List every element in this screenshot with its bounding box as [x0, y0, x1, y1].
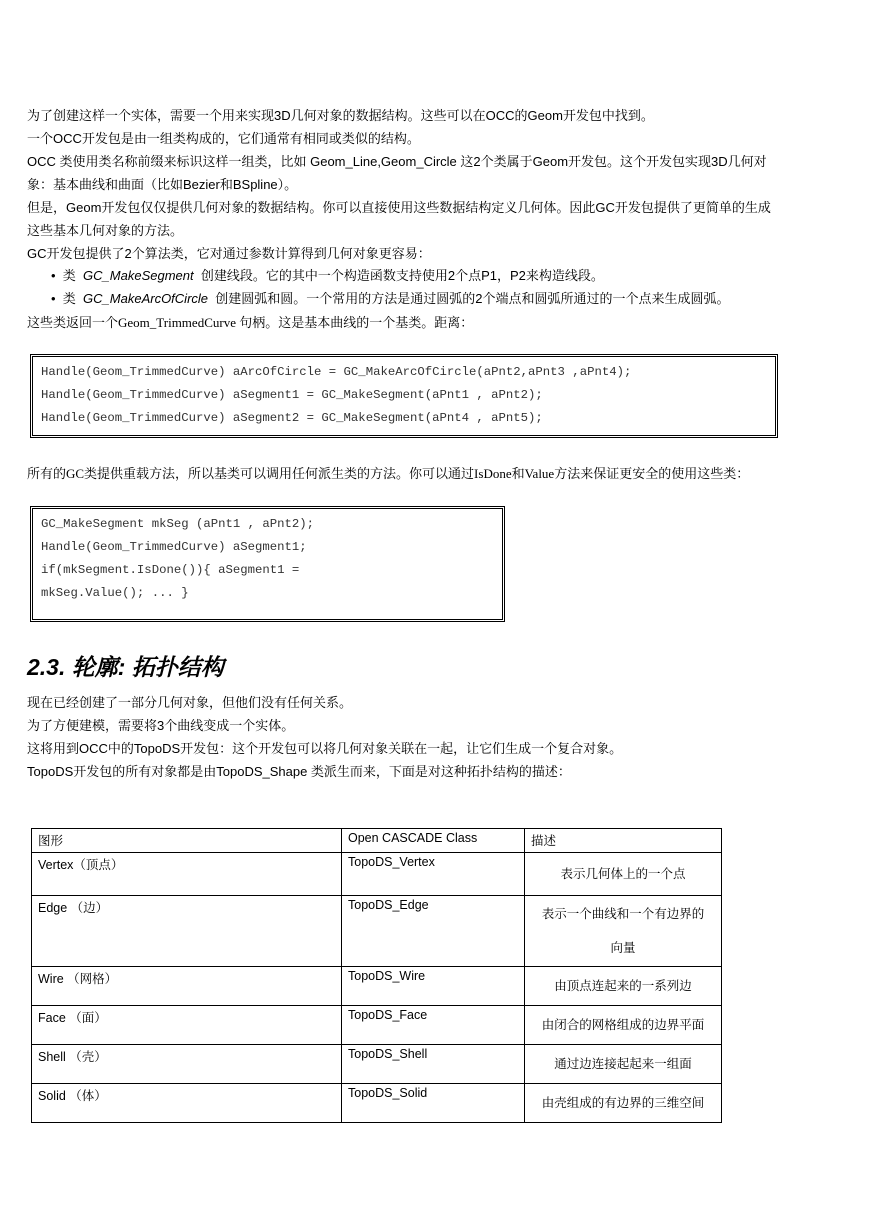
- intro-paragraph-3: OCC 类使用类名称前缀来标识这样一组类，比如 Geom_Line,Geom_Circle 这2个类属于Geom开发包。这个开发包实现3D几何对: [27, 154, 767, 169]
- code-line: Handle(Geom_TrimmedCurve) aSegment1 = GC_MakeSegment(aPnt1 , aPnt2);: [41, 388, 543, 402]
- cell-description: 由壳组成的有边界的三维空间: [525, 1084, 722, 1123]
- bullet-list-item: [51, 266, 604, 285]
- bullet-prefix: 类: [62, 291, 76, 306]
- code-line: Handle(Geom_TrimmedCurve) aSegment2 = GC_MakeSegment(aPnt4 , aPnt5);: [41, 411, 543, 425]
- cell-class: TopoDS_Face: [342, 1006, 525, 1045]
- bullet-prefix: 类: [62, 268, 76, 283]
- header-shape: 图形: [32, 829, 342, 853]
- middle-paragraph: 所有的GC类提供重载方法，所以基类可以调用任何派生类的方法。你可以通过IsDone和Value方法来保证更安全的使用这些类：: [27, 466, 750, 481]
- cell-shape: Shell （壳）: [32, 1045, 342, 1084]
- intro-paragraph-6: 这些类返回一个Geom_TrimmedCurve 句柄。这是基本曲线的一个基类。距离：: [27, 315, 474, 330]
- cell-description: 表示一个曲线和一个有边界的向量: [525, 896, 722, 967]
- code-line: if(mkSegment.IsDone()){ aSegment1 =: [41, 563, 300, 577]
- section-paragraph-2: 为了方便建模，需要将3个曲线变成一个实体。: [27, 718, 295, 733]
- cell-shape: Face （面）: [32, 1006, 342, 1045]
- header-class: Open CASCADE Class: [342, 829, 525, 853]
- intro-paragraph-3-cont: 象：基本曲线和曲面（比如Bezier和BSpline）。: [27, 177, 298, 192]
- cell-class: TopoDS_Vertex: [342, 853, 525, 896]
- cell-class: TopoDS_Solid: [342, 1084, 525, 1123]
- cell-description: 由闭合的网格组成的边界平面: [525, 1006, 722, 1045]
- bullet-text: 创建圆弧和圆。一个常用的方法是通过圆弧的2个端点和圆弧所通过的一个点来生成圆弧。: [215, 291, 730, 306]
- table-row: [32, 1045, 722, 1084]
- intro-paragraph-5: GC开发包提供了2个算法类，它对通过参数计算得到几何对象更容易：: [27, 246, 431, 261]
- class-name-gc-makesegment: GC_MakeSegment: [83, 268, 194, 283]
- cell-shape: Edge （边）: [32, 896, 342, 967]
- code-line: GC_MakeSegment mkSeg (aPnt1 , aPnt2);: [41, 517, 315, 531]
- section-heading: 2.3. 轮廓: 拓扑结构: [27, 654, 224, 680]
- code-line: Handle(Geom_TrimmedCurve) aArcOfCircle = GC_MakeArcOfCircle(aPnt2,aPnt3 ,aPnt4);: [41, 365, 632, 379]
- cell-shape: Wire （网格）: [32, 967, 342, 1006]
- table-row: [32, 1084, 722, 1123]
- section-paragraph-4: TopoDS开发包的所有对象都是由TopoDS_Shape 类派生而来，下面是对这种拓扑结构的描述：: [27, 764, 571, 779]
- cell-shape: Solid （体）: [32, 1084, 342, 1123]
- cell-description: 由顶点连起来的一系列边: [525, 967, 722, 1006]
- code-line: mkSeg.Value(); ... }: [41, 586, 189, 600]
- bullet-marker: •: [51, 268, 56, 283]
- cell-description: 表示几何体上的一个点: [525, 853, 722, 896]
- bullet-list-item: [51, 289, 729, 308]
- table-row: [32, 896, 722, 967]
- table-header-row: [32, 829, 722, 853]
- cell-description: 通过边连接起起来一组面: [525, 1045, 722, 1084]
- intro-paragraph-4: 但是，Geom开发包仅仅提供几何对象的数据结构。你可以直接使用这些数据结构定义几何体。因此GC开发包提供了更简单的生成: [27, 200, 771, 215]
- bullet-marker: •: [51, 291, 56, 306]
- table-row: [32, 967, 722, 1006]
- class-name-gc-makearcofcircle: GC_MakeArcOfCircle: [83, 291, 209, 306]
- section-paragraph-3: 这将用到OCC中的TopoDS开发包：这个开发包可以将几何对象关联在一起，让它们生成一个复合对象。: [27, 741, 623, 756]
- code-block-2: [30, 506, 505, 622]
- code-block-1: [30, 354, 778, 438]
- table-row: [32, 853, 722, 896]
- cell-class: TopoDS_Shell: [342, 1045, 525, 1084]
- cell-shape: Vertex（顶点）: [32, 853, 342, 896]
- header-description: 描述: [525, 829, 722, 853]
- code-line: Handle(Geom_TrimmedCurve) aSegment1;: [41, 540, 307, 554]
- table-row: [32, 1006, 722, 1045]
- topology-table: [31, 828, 722, 1123]
- cell-class: TopoDS_Edge: [342, 896, 525, 967]
- intro-paragraph-4-cont: 这些基本几何对象的方法。: [27, 223, 184, 238]
- bullet-text: 创建线段。它的其中一个构造函数支持使用2个点P1，P2来构造线段。: [200, 268, 604, 283]
- section-paragraph-1: 现在已经创建了一部分几何对象，但他们没有任何关系。: [27, 695, 353, 710]
- cell-class: TopoDS_Wire: [342, 967, 525, 1006]
- intro-paragraph-2: 一个OCC开发包是由一组类构成的，它们通常有相同或类似的结构。: [27, 131, 420, 146]
- intro-paragraph-1: 为了创建这样一个实体，需要一个用来实现3D几何对象的数据结构。这些可以在OCC的Geom开发包中找到。: [27, 108, 654, 123]
